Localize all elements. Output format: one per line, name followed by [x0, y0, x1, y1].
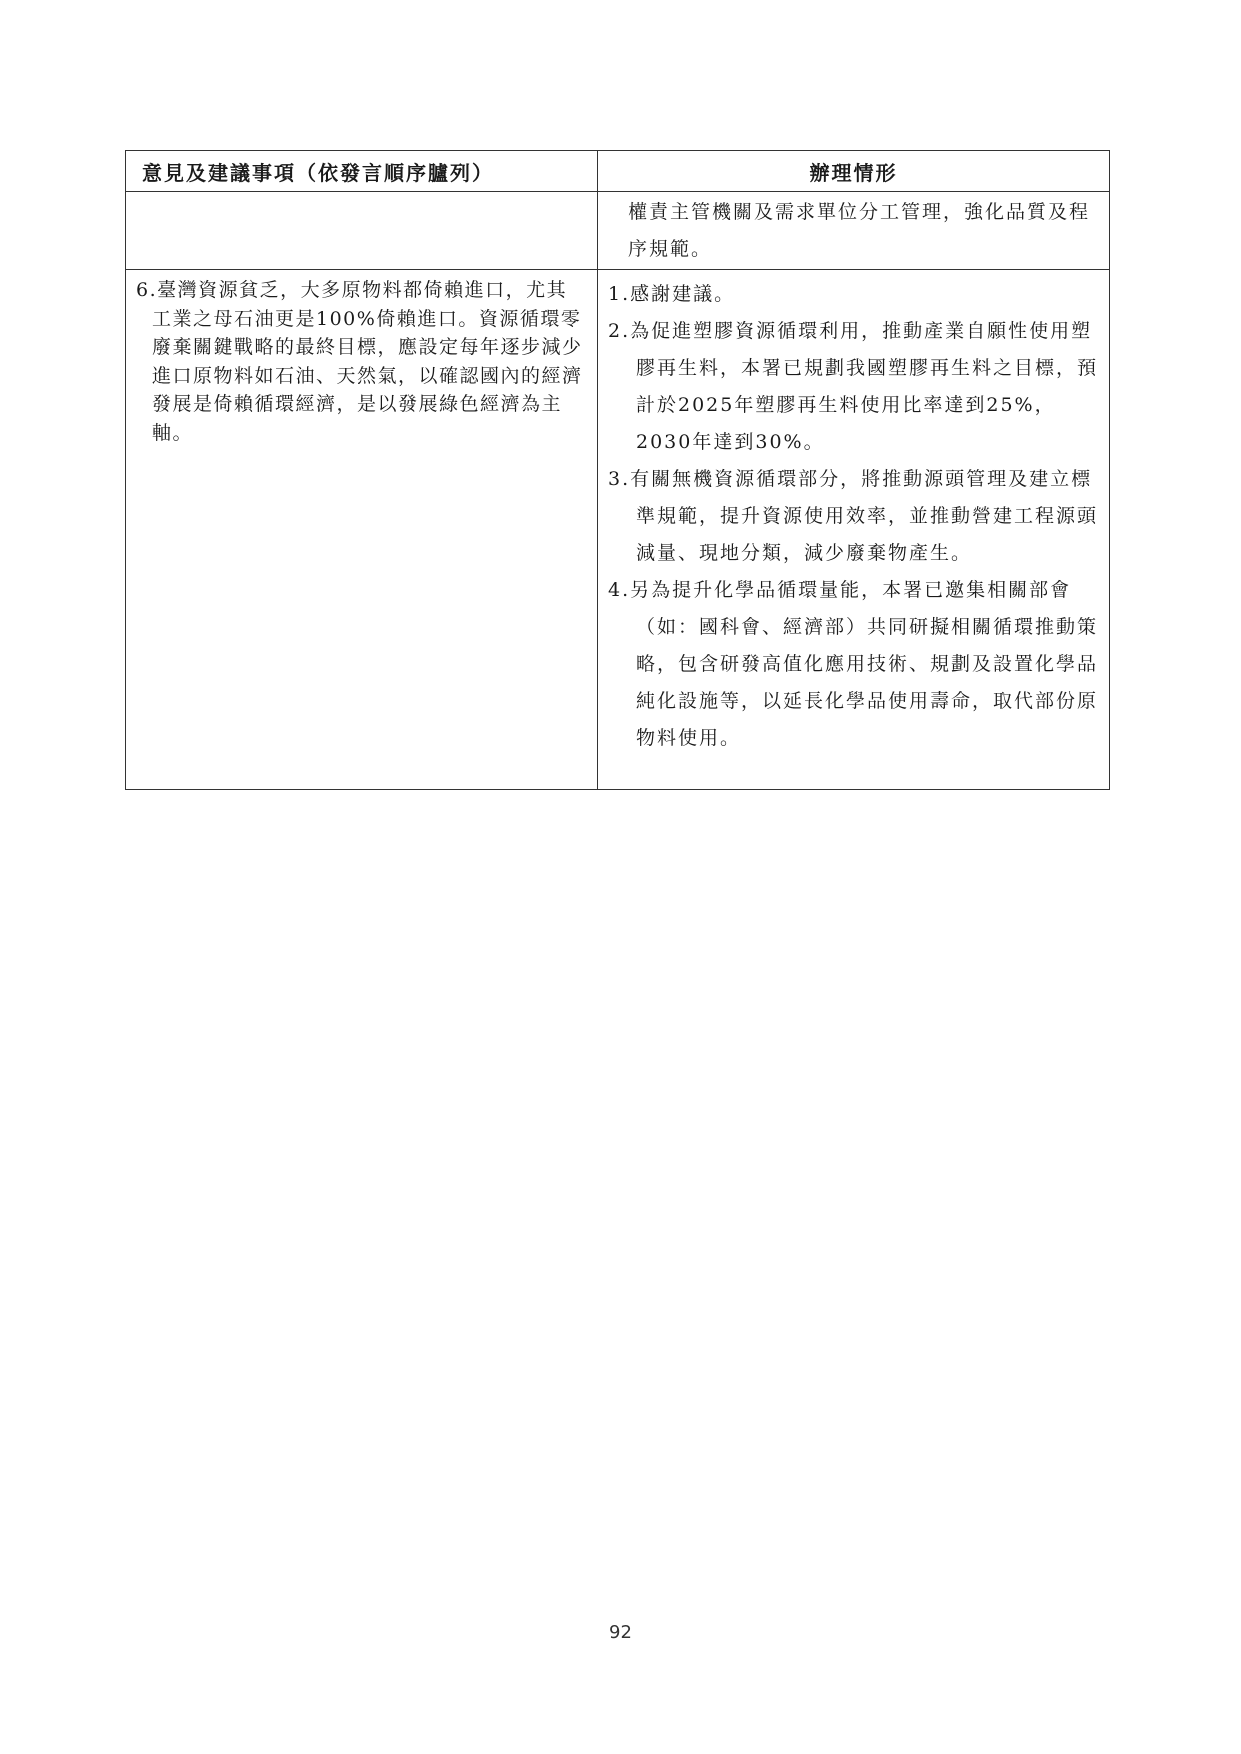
response-item: 4.另為提升化學品循環量能，本署已邀集相關部會（如：國科會、經濟部）共同研擬相關循環推動策略，包含研發高值化應用技術、規劃及設置化學品純化設施等，以延長化學品使用壽命，取代部份原物料使用。	[608, 579, 1099, 749]
handling-cell	[598, 270, 1109, 789]
header-handling: 辦理情形	[809, 160, 898, 185]
opinion-text: 6.臺灣資源貧乏，大多原物料都倚賴進口，尤其工業之母石油更是100%倚賴進口。資源循環零廢棄關鍵戰略的最終目標，應設定每年逐步減少進口原物料如石油、天然氣，以確認國內的經濟發展是倚賴循環經濟，是以發展綠色經濟為主軸。	[136, 279, 583, 444]
opinion-cell	[126, 270, 598, 789]
table-header-row	[126, 151, 1109, 191]
opinions-table	[125, 150, 1110, 790]
table-row-continuation	[126, 191, 1109, 269]
response-item: 3.有關無機資源循環部分，將推動源頭管理及建立標準規範，提升資源使用效率，並推動營建工程源頭減量、現地分類，減少廢棄物產生。	[608, 468, 1099, 564]
response-item: 2.為促進塑膠資源循環利用，推動產業自願性使用塑膠再生料，本署已規劃我國塑膠再生料之目標，預計於2025年塑膠再生料使用比率達到25%，2030年達到30%。	[608, 320, 1099, 453]
table-row	[126, 269, 1109, 789]
page-number: 92	[609, 1622, 632, 1643]
continuation-opinion-cell	[126, 192, 598, 269]
continuation-handling-cell: 權責主管機關及需求單位分工管理，強化品質及程序規範。	[628, 201, 1091, 260]
response-item: 1.感謝建議。	[608, 283, 736, 305]
header-opinion: 意見及建議事項（依發言順序臚列）	[126, 151, 598, 191]
response-list	[608, 276, 1099, 757]
